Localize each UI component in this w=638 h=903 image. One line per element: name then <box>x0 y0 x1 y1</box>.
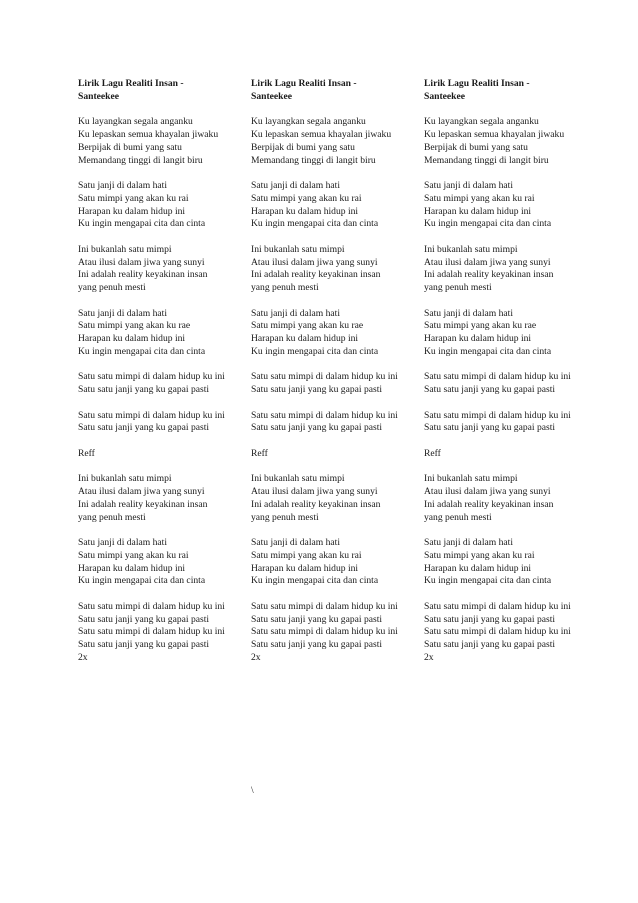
lyric-line: Ku ingin mengapai cita dan cinta <box>424 218 552 230</box>
lyric-line: Satu satu mimpi di dalam hidup ku ini <box>251 600 398 612</box>
lyric-stanza <box>251 116 401 167</box>
lyric-line: Ku ingin mengapai cita dan cinta <box>424 345 552 357</box>
lyric-stanza <box>251 308 401 359</box>
lyric-stanza <box>251 448 401 461</box>
lyrics-column-2 <box>251 78 401 677</box>
lyric-line: Ku layangkan segala anganku <box>251 116 366 128</box>
lyric-line: Satu janji di dalam hati <box>78 180 167 191</box>
lyric-stanza <box>424 537 574 588</box>
lyric-line: Ini bukanlah satu mimpi <box>424 243 518 255</box>
lyric-stanza <box>424 180 574 231</box>
lyric-line: Satu satu janji yang ku gapai pasti <box>251 384 383 395</box>
lyric-line: 2x <box>78 651 88 663</box>
lyric-line: Satu janji di dalam hati <box>424 307 513 319</box>
lyric-line: Atau ilusi dalam jiwa yang sunyi <box>78 256 205 268</box>
lyric-stanza <box>78 537 228 588</box>
lyric-line: Atau ilusi dalam jiwa yang sunyi <box>251 486 378 497</box>
lyric-line: Satu satu janji yang ku gapai pasti <box>424 613 556 625</box>
lyric-line: Ini adalah reality keyakinan insan yang penuh mesti <box>78 269 208 293</box>
lyric-stanza <box>78 410 228 436</box>
lyric-line: Memandang tinggi di langit biru <box>424 154 549 166</box>
lyric-line: Satu satu mimpi di dalam hidup ku ini <box>78 409 225 421</box>
lyric-line: 2x <box>424 651 434 663</box>
lyric-stanza <box>251 601 401 665</box>
lyric-line: Harapan ku dalam hidup ini <box>424 562 532 574</box>
lyric-line: Reff <box>251 447 268 459</box>
lyric-stanza <box>78 473 228 524</box>
lyric-line: Ku ingin mengapai cita dan cinta <box>251 218 379 230</box>
lyric-line: Ini adalah reality keyakinan insan yang penuh mesti <box>251 498 381 523</box>
footer-mark: \ <box>251 785 254 796</box>
lyric-stanza <box>424 371 574 397</box>
lyric-line: Ini bukanlah satu mimpi <box>78 243 172 255</box>
title-line: Santeekee <box>251 90 293 102</box>
title-line: Lirik Lagu Realiti Insan - <box>251 78 357 89</box>
lyric-line: Satu satu janji yang ku gapai pasti <box>78 639 210 650</box>
lyric-line: Satu satu janji yang ku gapai pasti <box>251 639 383 650</box>
lyric-stanza <box>78 244 228 295</box>
lyric-line: Ku ingin mengapai cita dan cinta <box>251 345 379 357</box>
lyric-line: Ku lepaskan semua khayalan jiwaku <box>251 129 392 140</box>
lyric-line: Satu mimpi yang akan ku rai <box>251 192 362 204</box>
lyric-stanza <box>251 473 401 524</box>
lyric-line: Satu mimpi yang akan ku rae <box>424 320 537 332</box>
lyric-stanza <box>78 308 228 359</box>
lyric-stanza <box>424 448 574 461</box>
lyric-stanza <box>424 473 574 524</box>
lyric-line: Ku ingin mengapai cita dan cinta <box>78 575 206 587</box>
lyric-line: Satu mimpi yang akan ku rai <box>78 549 189 561</box>
lyric-line: Ini adalah reality keyakinan insan yang penuh mesti <box>251 269 381 293</box>
lyric-line: Satu satu janji yang ku gapai pasti <box>424 422 556 434</box>
lyric-line: Satu satu janji yang ku gapai pasti <box>424 384 556 395</box>
lyric-line: Satu satu janji yang ku gapai pasti <box>424 639 556 650</box>
lyric-stanza <box>251 410 401 436</box>
lyric-line: Satu janji di dalam hati <box>251 180 340 191</box>
lyric-stanza <box>78 601 228 665</box>
lyric-line: Atau ilusi dalam jiwa yang sunyi <box>251 256 378 268</box>
lyric-line: Ini adalah reality keyakinan insan yang penuh mesti <box>78 498 208 523</box>
lyric-stanza <box>78 371 228 397</box>
lyric-line: Ku lepaskan semua khayalan jiwaku <box>78 129 219 140</box>
lyric-line: Berpijak di bumi yang satu <box>424 141 528 153</box>
lyric-line: Satu mimpi yang akan ku rai <box>424 549 535 561</box>
page-title <box>424 78 574 104</box>
lyric-line: Reff <box>424 447 441 459</box>
lyric-line: Ku layangkan segala anganku <box>78 116 193 128</box>
lyric-line: Atau ilusi dalam jiwa yang sunyi <box>424 486 551 497</box>
lyric-stanza <box>251 371 401 397</box>
lyric-line: Satu satu mimpi di dalam hidup ku ini <box>78 371 225 383</box>
lyric-line: Ku layangkan segala anganku <box>424 116 539 128</box>
lyric-line: Satu satu janji yang ku gapai pasti <box>251 613 383 625</box>
lyric-line: Ini bukanlah satu mimpi <box>424 473 518 485</box>
lyric-line: Harapan ku dalam hidup ini <box>78 205 186 217</box>
lyric-stanza <box>78 448 228 461</box>
lyric-line: Ku ingin mengapai cita dan cinta <box>424 575 552 587</box>
title-line: Santeekee <box>78 90 120 102</box>
lyric-stanza <box>424 308 574 359</box>
lyric-line: Satu satu mimpi di dalam hidup ku ini <box>78 626 225 638</box>
lyric-line: Reff <box>78 447 95 459</box>
lyric-line: Satu janji di dalam hati <box>251 537 340 548</box>
lyric-line: Ku lepaskan semua khayalan jiwaku <box>424 129 565 140</box>
lyric-line: Ku ingin mengapai cita dan cinta <box>78 345 206 357</box>
lyric-line: Ini bukanlah satu mimpi <box>251 473 345 485</box>
lyric-stanza <box>78 180 228 231</box>
lyric-line: Harapan ku dalam hidup ini <box>78 333 186 344</box>
lyric-line: Ini adalah reality keyakinan insan yang penuh mesti <box>424 498 554 523</box>
lyric-line: Ini bukanlah satu mimpi <box>78 473 172 485</box>
lyric-line: Satu janji di dalam hati <box>424 537 513 548</box>
lyric-line: Satu satu janji yang ku gapai pasti <box>78 422 210 434</box>
lyric-line: Ku ingin mengapai cita dan cinta <box>78 218 206 230</box>
title-line: Santeekee <box>424 90 466 102</box>
lyric-stanza <box>424 116 574 167</box>
lyric-line: Memandang tinggi di langit biru <box>251 154 376 166</box>
lyric-stanza <box>251 180 401 231</box>
lyric-line: Memandang tinggi di langit biru <box>78 154 203 166</box>
lyric-line: Satu satu mimpi di dalam hidup ku ini <box>251 371 398 383</box>
lyric-line: Ku ingin mengapai cita dan cinta <box>251 575 379 587</box>
lyric-line: Satu satu mimpi di dalam hidup ku ini <box>424 371 571 383</box>
lyric-line: Satu janji di dalam hati <box>424 180 513 191</box>
lyric-line: Satu janji di dalam hati <box>78 537 167 548</box>
lyric-stanza <box>424 244 574 295</box>
lyric-stanza <box>78 116 228 167</box>
lyric-line: Harapan ku dalam hidup ini <box>251 205 359 217</box>
lyric-line: Harapan ku dalam hidup ini <box>251 333 359 344</box>
page-title <box>251 78 401 104</box>
lyric-line: Satu satu mimpi di dalam hidup ku ini <box>251 626 398 638</box>
lyric-line: Satu mimpi yang akan ku rai <box>424 192 535 204</box>
lyric-line: Ini bukanlah satu mimpi <box>251 243 345 255</box>
lyric-stanza <box>251 537 401 588</box>
lyric-line: 2x <box>251 651 261 663</box>
lyric-line: Satu mimpi yang akan ku rai <box>251 549 362 561</box>
lyric-stanza <box>424 601 574 665</box>
lyric-line: Harapan ku dalam hidup ini <box>251 562 359 574</box>
lyric-line: Satu janji di dalam hati <box>78 307 167 319</box>
lyric-line: Ini adalah reality keyakinan insan yang penuh mesti <box>424 269 554 293</box>
lyric-line: Berpijak di bumi yang satu <box>78 141 182 153</box>
page-title <box>78 78 228 104</box>
lyric-line: Satu satu janji yang ku gapai pasti <box>251 422 383 434</box>
lyric-stanza <box>424 410 574 436</box>
lyrics-column-1 <box>78 78 228 677</box>
lyric-line: Harapan ku dalam hidup ini <box>78 562 186 574</box>
lyric-line: Satu satu mimpi di dalam hidup ku ini <box>424 600 571 612</box>
lyrics-column-3 <box>424 78 574 677</box>
lyric-line: Atau ilusi dalam jiwa yang sunyi <box>78 486 205 497</box>
lyric-line: Satu mimpi yang akan ku rai <box>78 192 189 204</box>
lyric-line: Satu mimpi yang akan ku rae <box>78 320 191 332</box>
lyric-line: Satu satu janji yang ku gapai pasti <box>78 384 210 395</box>
lyric-line: Atau ilusi dalam jiwa yang sunyi <box>424 256 551 268</box>
lyric-line: Satu satu mimpi di dalam hidup ku ini <box>78 600 225 612</box>
lyric-line: Satu satu mimpi di dalam hidup ku ini <box>424 626 571 638</box>
lyric-line: Satu satu janji yang ku gapai pasti <box>78 613 210 625</box>
lyric-line: Satu satu mimpi di dalam hidup ku ini <box>251 409 398 421</box>
lyric-line: Berpijak di bumi yang satu <box>251 141 355 153</box>
lyric-line: Satu mimpi yang akan ku rae <box>251 320 364 332</box>
title-line: Lirik Lagu Realiti Insan - <box>424 78 530 89</box>
lyric-stanza <box>251 244 401 295</box>
lyric-line: Harapan ku dalam hidup ini <box>424 205 532 217</box>
lyric-line: Harapan ku dalam hidup ini <box>424 333 532 344</box>
lyric-line: Satu janji di dalam hati <box>251 307 340 319</box>
lyric-line: Satu satu mimpi di dalam hidup ku ini <box>424 409 571 421</box>
title-line: Lirik Lagu Realiti Insan - <box>78 78 184 89</box>
